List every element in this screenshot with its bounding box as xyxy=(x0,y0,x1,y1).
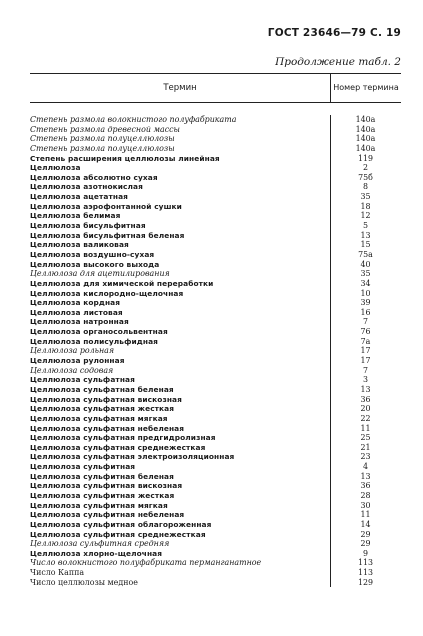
table-row xyxy=(30,366,401,376)
term-cell: Целлюлоза полисульфидная xyxy=(30,336,159,346)
term-number-cell: 13 xyxy=(360,384,371,394)
term-number-cell: 140а xyxy=(355,124,376,134)
table-row xyxy=(30,173,401,183)
term-cell: Целлюлоза сульфитная вискозная xyxy=(30,481,183,491)
table-row xyxy=(30,134,401,144)
term-number-cell: 35 xyxy=(360,192,371,202)
table-row xyxy=(30,472,401,482)
term-number-cell: 76 xyxy=(360,327,371,337)
table-row xyxy=(30,558,401,568)
table-row xyxy=(30,115,401,125)
term-number-cell: 30 xyxy=(360,500,371,510)
term-number-cell: 9 xyxy=(362,548,369,558)
term-cell: Целлюлоза сульфитная небеленая xyxy=(30,510,185,520)
table-row xyxy=(30,154,401,164)
term-number-cell: 8 xyxy=(362,182,369,192)
term-number-cell: 14 xyxy=(360,519,371,529)
term-number-cell: 16 xyxy=(360,307,371,317)
term-number-cell: 140а xyxy=(355,143,376,153)
term-number-cell: 28 xyxy=(360,490,371,500)
term-cell: Целлюлоза кордная xyxy=(30,298,121,308)
table-row xyxy=(30,539,401,549)
table-row xyxy=(30,424,401,434)
term-cell: Целлюлоза сульфитная средняя xyxy=(30,539,170,549)
page-header-standard: ГОСТ 23646—79 С. 19 xyxy=(267,27,401,39)
term-cell: Целлюлоза бисульфитная беленая xyxy=(30,230,185,240)
table-row xyxy=(30,125,401,135)
term-cell: Целлюлоза для химической переработки xyxy=(30,278,214,288)
term-cell: Целлюлоза сульфатная беленая xyxy=(30,384,174,394)
term-number-cell: 10 xyxy=(360,288,371,298)
term-number-cell: 3 xyxy=(362,375,369,385)
term-cell: Целлюлоза сульфитная xyxy=(30,462,136,472)
term-number-cell: 5 xyxy=(362,221,369,231)
table-row xyxy=(30,289,401,299)
table-row xyxy=(30,337,401,347)
term-cell: Число Каппа xyxy=(30,568,85,578)
term-cell: Целлюлоза сульфатная предгидролизная xyxy=(30,433,216,443)
table-row xyxy=(30,202,401,212)
table-row xyxy=(30,192,401,202)
terms-index-table xyxy=(30,73,401,587)
table-row xyxy=(30,269,401,279)
term-cell: Целлюлоза бисульфитная xyxy=(30,221,146,231)
term-cell: Целлюлоза сульфатная вискозная xyxy=(30,394,182,404)
term-number-cell: 34 xyxy=(360,278,371,288)
table-row xyxy=(30,481,401,491)
term-cell: Целлюлоза хлорно-щелочная xyxy=(30,548,163,558)
term-cell: Целлюлоза сульфитная жесткая xyxy=(30,490,175,500)
term-number-cell: 11 xyxy=(360,423,371,433)
term-number-cell: 25 xyxy=(360,433,371,443)
table-row xyxy=(30,520,401,530)
term-number-cell: 17 xyxy=(360,346,371,356)
column-header-term: Термин xyxy=(30,74,331,102)
table-row xyxy=(30,298,401,308)
term-cell: Целлюлоза ацетатная xyxy=(30,192,128,202)
table-row xyxy=(30,182,401,192)
term-cell: Целлюлоза азотнокислая xyxy=(30,182,143,192)
term-number-cell: 20 xyxy=(360,404,371,414)
term-cell: Степень размола полуцеллюлозы xyxy=(30,134,175,144)
term-number-cell: 36 xyxy=(360,481,371,491)
term-cell: Целлюлоза сульфитная мягкая xyxy=(30,500,168,510)
term-number-cell: 11 xyxy=(360,510,371,520)
term-number-cell: 18 xyxy=(360,201,371,211)
term-cell: Целлюлоза валиковая xyxy=(30,240,129,250)
term-number-cell: 113 xyxy=(357,568,374,578)
table-row xyxy=(30,578,401,588)
table-row xyxy=(30,308,401,318)
term-number-cell: 119 xyxy=(357,153,374,163)
term-cell: Целлюлоза сульфитная среднежесткая xyxy=(30,529,206,539)
table-row xyxy=(30,501,401,511)
table-row xyxy=(30,568,401,578)
table-row xyxy=(30,221,401,231)
term-cell: Целлюлоза воздушно-сухая xyxy=(30,249,155,259)
term-cell: Степень расширения целлюлозы линейная xyxy=(30,153,220,163)
table-row xyxy=(30,510,401,520)
table-row xyxy=(30,279,401,289)
table-row xyxy=(30,491,401,501)
term-number-cell: 21 xyxy=(360,442,371,452)
term-number-cell: 2 xyxy=(362,163,369,173)
term-cell: Целлюлоза белимая xyxy=(30,211,121,221)
table-row xyxy=(30,250,401,260)
term-cell: Целлюлоза рулонная xyxy=(30,356,125,366)
table-row xyxy=(30,356,401,366)
term-cell: Целлюлоза сульфатная мягкая xyxy=(30,413,168,423)
term-number-cell: 22 xyxy=(360,413,371,423)
term-number-cell: 7 xyxy=(362,317,369,327)
term-cell: Целлюлоза высокого выхода xyxy=(30,259,160,269)
term-cell: Целлюлоза сульфитная беленая xyxy=(30,471,174,481)
table-row xyxy=(30,211,401,221)
table-row xyxy=(30,395,401,405)
term-cell: Степень размола древесной массы xyxy=(30,124,180,134)
term-cell: Степень размола полуцеллюлозы xyxy=(30,143,175,153)
term-number-cell: 12 xyxy=(360,211,371,221)
term-number-cell: 13 xyxy=(360,230,371,240)
table-row xyxy=(30,317,401,327)
term-cell: Целлюлоза сульфатная небеленая xyxy=(30,423,185,433)
term-cell: Целлюлоза для ацетилирования xyxy=(30,269,170,279)
table-row xyxy=(30,346,401,356)
term-number-cell: 29 xyxy=(360,539,371,549)
table-header-row xyxy=(30,73,401,103)
term-number-cell: 36 xyxy=(360,394,371,404)
term-cell: Целлюлоза органосольвентная xyxy=(30,327,168,337)
table-row xyxy=(30,414,401,424)
table-row xyxy=(30,385,401,395)
term-number-cell: 140а xyxy=(355,115,376,124)
term-number-cell: 113 xyxy=(357,558,374,568)
term-cell: Целлюлоза сульфитная облагороженная xyxy=(30,519,212,529)
term-number-cell: 7а xyxy=(360,336,371,346)
term-cell: Число волокнистого полуфабриката перманганатное xyxy=(30,558,262,568)
term-cell: Целлюлоза натронная xyxy=(30,317,129,327)
term-number-cell: 15 xyxy=(360,240,371,250)
term-cell: Целлюлоза кислородно-щелочная xyxy=(30,288,184,298)
term-cell: Целлюлоза xyxy=(30,163,81,173)
column-header-number: Номер термина xyxy=(333,83,399,92)
table-row xyxy=(30,443,401,453)
term-cell: Целлюлоза сульфатная среднежесткая xyxy=(30,442,206,452)
table-row xyxy=(30,433,401,443)
term-number-cell: 129 xyxy=(357,577,374,587)
term-cell: Целлюлоза абсолютно сухая xyxy=(30,172,158,182)
term-number-cell: 29 xyxy=(360,529,371,539)
table-row xyxy=(30,404,401,414)
term-number-cell: 40 xyxy=(360,259,371,269)
table-row xyxy=(30,240,401,250)
term-number-cell: 23 xyxy=(360,452,371,462)
table-row xyxy=(30,452,401,462)
term-cell: Целлюлоза сульфатная жесткая xyxy=(30,404,175,414)
term-cell: Степень размола волокнистого полуфабриката xyxy=(30,115,237,124)
term-number-cell: 4 xyxy=(362,462,369,472)
term-number-cell: 39 xyxy=(360,298,371,308)
table-row xyxy=(30,231,401,241)
term-number-cell: 35 xyxy=(360,269,371,279)
term-number-cell: 17 xyxy=(360,356,371,366)
table-row xyxy=(30,549,401,559)
table-row xyxy=(30,327,401,337)
table-body xyxy=(30,115,401,587)
term-cell: Число целлюлозы медное xyxy=(30,577,138,587)
term-cell: Целлюлоза сульфатная электроизоляционная xyxy=(30,452,235,462)
term-cell: Целлюлоза аэрофонтанной сушки xyxy=(30,201,182,211)
term-number-cell: 140а xyxy=(355,134,376,144)
table-continuation-caption: Продолжение табл. 2 xyxy=(275,56,401,68)
term-cell: Целлюлоза рольная xyxy=(30,346,115,356)
term-cell: Целлюлоза сульфатная xyxy=(30,375,135,385)
term-number-cell: 75а xyxy=(358,249,373,259)
table-row xyxy=(30,530,401,540)
table-row xyxy=(30,163,401,173)
term-number-cell: 13 xyxy=(360,471,371,481)
term-number-cell: 75б xyxy=(358,172,373,182)
table-row xyxy=(30,144,401,154)
table-row xyxy=(30,260,401,270)
table-row xyxy=(30,375,401,385)
table-top-gap xyxy=(30,103,401,115)
term-cell: Целлюлоза содовая xyxy=(30,365,114,375)
table-row xyxy=(30,462,401,472)
term-number-cell: 7 xyxy=(362,365,369,375)
term-cell: Целлюлоза листовая xyxy=(30,307,123,317)
